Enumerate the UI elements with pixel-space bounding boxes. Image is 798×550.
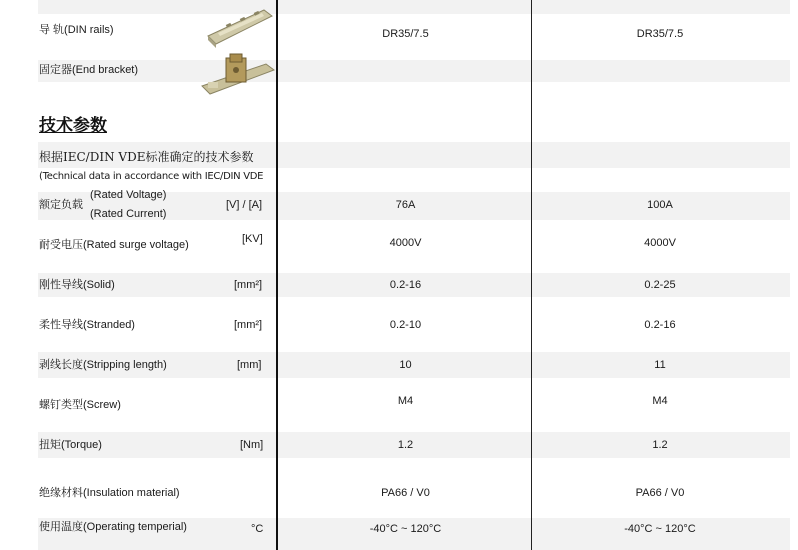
spec-unit: [KV] (242, 233, 263, 245)
din-rail-image (206, 6, 274, 48)
spec-label: 螺钉类型(Screw) (39, 399, 121, 411)
spec-label: 绝缘材料(Insulation material) (39, 487, 180, 499)
rated-voltage-label: (Rated Voltage) (90, 189, 167, 201)
section-subtitle-cn: 根据IEC/DIN VDE标准确定的技术参数 (39, 150, 254, 164)
spec-col1: 0.2-16 (389, 279, 422, 291)
spec-col2: 1.2 (652, 439, 668, 451)
spec-col1: PA66 / V0 (381, 487, 430, 499)
rated-load-label: 额定负载 (39, 199, 83, 211)
din-rails-col2: DR35/7.5 (636, 28, 684, 40)
spec-col1: 1.2 (397, 439, 414, 451)
spec-label: 耐受电压(Rated surge voltage) (39, 239, 189, 251)
spec-col2: PA66 / V0 (635, 487, 685, 499)
spec-label: 扭矩(Torque) (39, 439, 102, 451)
spec-label: 柔性导线(Stranded) (39, 319, 135, 331)
end-bracket-label: 固定器(End bracket) (39, 64, 139, 76)
spec-col2: 11 (654, 359, 666, 371)
spec-unit: °C (251, 523, 264, 535)
spec-unit: [mm] (237, 359, 262, 371)
column-divider (531, 0, 532, 550)
spec-col1: -40°C ~ 120°C (369, 523, 442, 535)
spec-col2: 0.2-25 (644, 279, 676, 291)
spec-col2: 4000V (644, 237, 676, 249)
spec-label: 刚性导线(Solid) (39, 279, 115, 291)
column-divider (276, 0, 278, 550)
rated-current-label: (Rated Current) (90, 208, 167, 220)
spec-col2: -40°C ~ 120°C (624, 523, 696, 535)
spec-unit: [mm²] (234, 319, 263, 331)
section-subtitle-en: (Technical data in accordance with IEC/DIN VDE (39, 171, 264, 182)
spec-col2: 0.2-16 (644, 319, 676, 331)
end-bracket-image (200, 52, 276, 98)
row-band (38, 60, 790, 82)
spec-col2: M4 (652, 395, 668, 407)
spec-col1: 10 (399, 359, 412, 371)
section-heading: 技术参数 (39, 116, 107, 135)
din-rails-col1: DR35/7.5 (382, 28, 429, 40)
spec-label: 使用温度(Operating temperial) (39, 521, 187, 533)
row-band (38, 0, 790, 14)
spec-unit: [mm²] (234, 279, 263, 291)
spec-col1: 4000V (389, 237, 422, 249)
din-rails-label: 导 轨(DIN rails) (39, 24, 114, 36)
spec-label: 剥线长度(Stripping length) (39, 359, 167, 371)
spec-col1: M4 (397, 395, 414, 407)
rated-col2: 100A (647, 199, 673, 211)
spec-col1: 0.2-10 (389, 319, 422, 331)
rated-col1: 76A (395, 199, 416, 211)
rated-unit: [V] / [A] (226, 199, 263, 211)
spec-unit: [Nm] (240, 439, 264, 451)
